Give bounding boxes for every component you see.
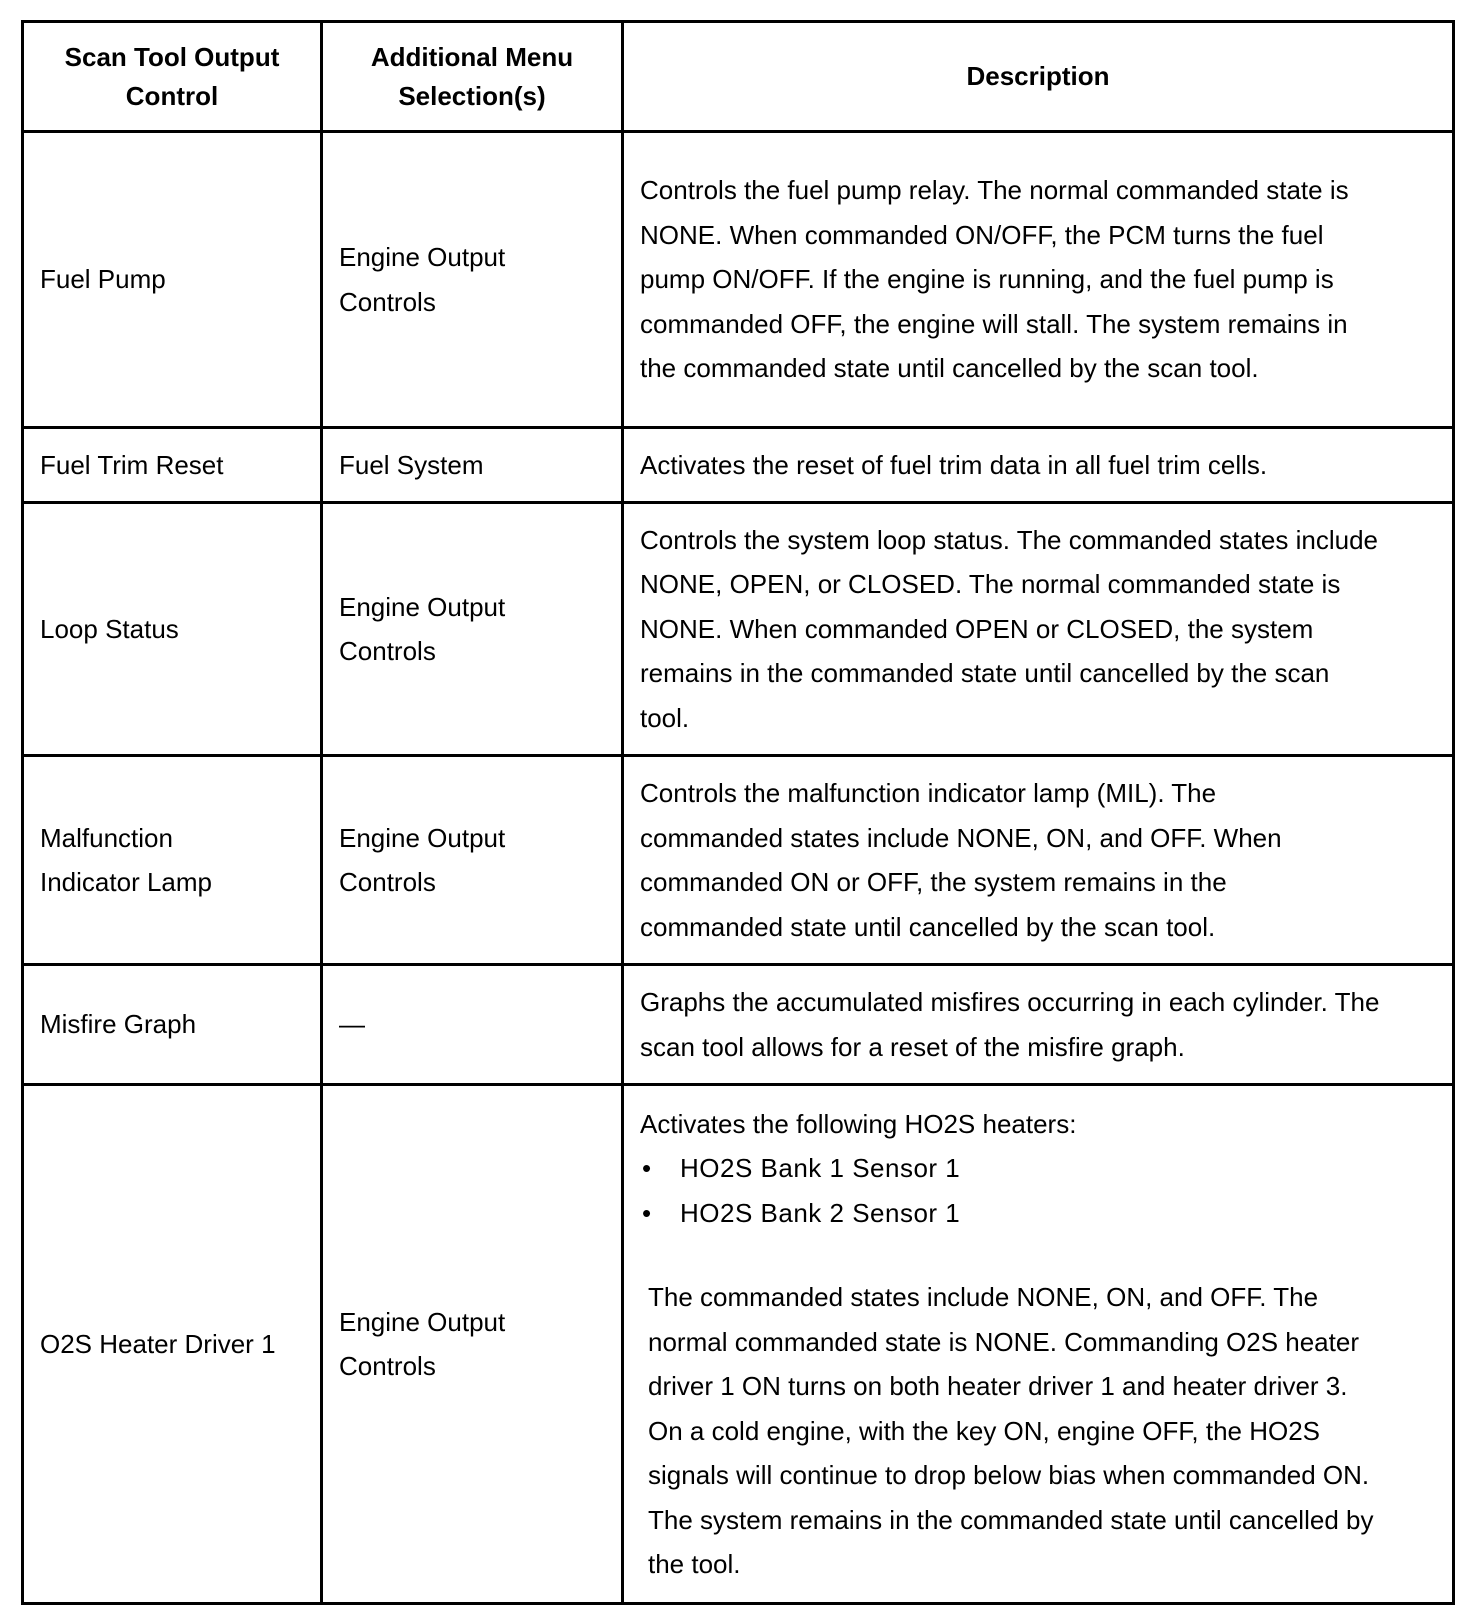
control-cell: Fuel Pump xyxy=(23,132,322,428)
control-cell: Loop Status xyxy=(23,503,322,756)
description-cell: Activates the reset of fuel trim data in all fuel trim cells. xyxy=(623,428,1454,503)
paragraph-gap xyxy=(640,1235,1382,1275)
description-cell: Controls the system loop status. The commanded states include NONE, OPEN, or CLOSED. The normal commanded state is NONE. When commanded OPEN or CLOSED, the system remains in the commanded state until cancelled by the scan tool. xyxy=(623,503,1454,756)
list-item: • HO2S Bank 2 Sensor 1 xyxy=(640,1191,1382,1236)
table-row xyxy=(23,503,1454,756)
header-description: Description xyxy=(623,22,1454,132)
heater-list xyxy=(640,1146,1382,1235)
menu-cell: Engine Output Controls xyxy=(322,132,623,428)
bullet-icon: • xyxy=(642,1197,652,1228)
table-row xyxy=(23,1085,1454,1604)
table-row xyxy=(23,132,1454,428)
description-cell xyxy=(623,1085,1454,1604)
menu-cell: — xyxy=(322,965,623,1085)
control-cell: O2S Heater Driver 1 xyxy=(23,1085,322,1604)
list-item: • HO2S Bank 1 Sensor 1 xyxy=(640,1146,1382,1191)
description-cell: Controls the malfunction indicator lamp (MIL). The commanded states include NONE, ON, and OFF. When commanded ON or OFF, the system remains in the commanded state until cancelled by the scan tool. xyxy=(623,756,1454,965)
description-intro: Activates the following HO2S heaters: xyxy=(640,1108,1077,1139)
menu-cell: Fuel System xyxy=(322,428,623,503)
control-cell: Fuel Trim Reset xyxy=(23,428,322,503)
control-cell: Malfunction Indicator Lamp xyxy=(23,756,322,965)
description-cell: Graphs the accumulated misfires occurring in each cylinder. The scan tool allows for a reset of the misfire graph. xyxy=(623,965,1454,1085)
control-cell: Misfire Graph xyxy=(23,965,322,1085)
table-row xyxy=(23,965,1454,1085)
header-additional-menu-selections: Additional Menu Selection(s) xyxy=(322,22,623,132)
table-header-row xyxy=(23,22,1454,132)
table-row xyxy=(23,756,1454,965)
menu-cell: Engine Output Controls xyxy=(322,503,623,756)
description-body: The commanded states include NONE, ON, and OFF. The normal commanded state is NONE. Commanding O2S heater driver 1 ON turns on both heater driver 1 and heater driver 3. On a cold engine, with the key ON, engine OFF, the HO2S signals will continue to drop below bias when commanded ON. The system remains in the commanded state until cancelled by the tool. xyxy=(648,1282,1374,1579)
description-cell: Controls the fuel pump relay. The normal commanded state is NONE. When commanded ON/OFF, the PCM turns the fuel pump ON/OFF. If the engine is running, and the fuel pump is commanded OFF, the engine will stall. The system remains in the commanded state until cancelled by the scan tool. xyxy=(623,132,1454,428)
table-row xyxy=(23,428,1454,503)
menu-cell: Engine Output Controls xyxy=(322,756,623,965)
scan-tool-output-table xyxy=(21,20,1455,1605)
header-scan-tool-output-control: Scan Tool Output Control xyxy=(23,22,322,132)
bullet-icon: • xyxy=(642,1153,652,1183)
menu-cell: Engine Output Controls xyxy=(322,1085,623,1604)
